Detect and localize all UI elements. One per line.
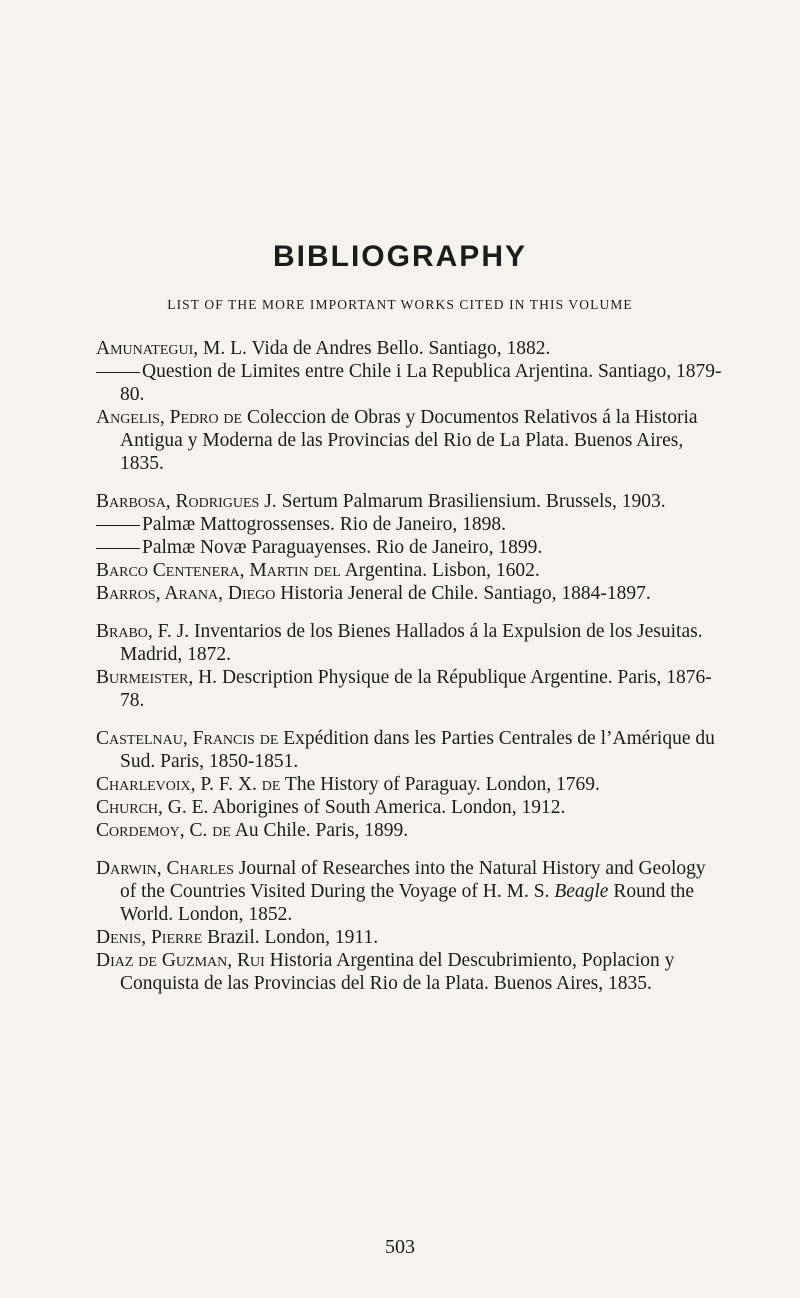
bibliography-entry [96,406,724,475]
entry-title: Historia Jeneral de Chile. Santiago, 1884-1897. [280,583,651,604]
entry-title: Coleccion de Obras y Documentos Relativos á la Historia Antigua y Moderna de las Provincias del Rio de La Plata. Buenos Aires, 1835. [120,407,698,474]
entry-author: Church, G. E. [96,797,209,818]
entry-title: Au Chile. Paris, 1899. [234,820,409,841]
ditto-dash [96,548,140,549]
bibliography-entry [96,360,724,406]
entry-title: Vida de Andres Bello. Santiago, 1882. [251,338,551,359]
entry-title: Palmæ Novæ Paraguayenses. Rio de Janeiro, 1899. [142,537,543,558]
bibliography-entry [96,796,724,819]
entry-author: Amunategui, M. L. [96,338,247,359]
entry-author: Cordemoy, C. de [96,820,231,841]
ditto-dash [96,372,140,373]
entry-author: Brabo, F. J. [96,621,190,642]
entry-author: Charlevoix, P. F. X. de [96,774,281,795]
bibliography-entry [96,337,724,360]
entry-author: Barbosa, Rodrigues J. [96,491,277,512]
entry-author: Barros, Arana, Diego [96,583,276,604]
entry-title-part: Round the World. London, 1852. [120,881,695,925]
entry-title: Aborigines of South America. London, 1912. [212,797,566,818]
bibliography-entry [96,582,724,605]
bibliography-entry [96,727,724,773]
entry-title: Inventarios de los Bienes Hallados á la Expulsion de los Jesuitas. Madrid, 1872. [120,621,703,665]
page-subtitle: LIST OF THE MORE IMPORTANT WORKS CITED IN THIS VOLUME [167,297,633,312]
entry-author: Denis, Pierre [96,927,203,948]
bibliography-entry [96,536,724,559]
entry-title: Argentina. Lisbon, 1602. [344,560,540,581]
entry-title: Sertum Palmarum Brasiliensium. Brussels, 1903. [281,491,666,512]
bibliography-entry [96,773,724,796]
entry-title: Expédition dans les Parties Centrales de l’Amérique du Sud. Paris, 1850-1851. [120,728,715,772]
ship-name: Beagle [554,881,609,902]
bibliography-entry [96,620,724,666]
entry-title: The History of Paraguay. London, 1769. [284,774,600,795]
page-title: BIBLIOGRAPHY [272,240,527,273]
bibliography-entry [96,513,724,536]
bibliography-list [96,337,724,995]
entry-title: Brazil. London, 1911. [207,927,379,948]
bibliography-entry [96,926,724,949]
entry-title: Question de Limites entre Chile i La Republica Arjentina. Santiago, 1879-80. [120,361,722,405]
bibliography-entry [96,949,724,995]
entry-author: Darwin, Charles [96,858,234,879]
bibliography-entry [96,819,724,842]
entry-author: Diaz de Guzman, Rui [96,950,265,971]
entry-title: Description Physique de la République Argentine. Paris, 1876-78. [120,667,712,711]
bibliography-entry [96,559,724,582]
entry-author: Angelis, Pedro de [96,407,243,428]
ditto-dash [96,525,140,526]
entry-title: Palmæ Mattogrossenses. Rio de Janeiro, 1898. [142,514,506,535]
entry-author: Burmeister, H. [96,667,218,688]
bibliography-entry [96,666,724,712]
entry-author: Castelnau, Francis de [96,728,279,749]
bibliography-entry [96,857,724,926]
entry-author: Barco Centenera, Martin del [96,560,341,581]
page-number: 503 [385,1236,415,1258]
entry-title: Historia Argentina del Descubrimiento, Poplacion y Conquista de las Provincias del Rio de la Plata. Buenos Aires, 1835. [120,950,675,994]
entry-title-part: Journal of Researches into the Natural History and Geology of the Countries Visited During the Voyage of H. M. S. [120,858,706,902]
bibliography-entry [96,490,724,513]
